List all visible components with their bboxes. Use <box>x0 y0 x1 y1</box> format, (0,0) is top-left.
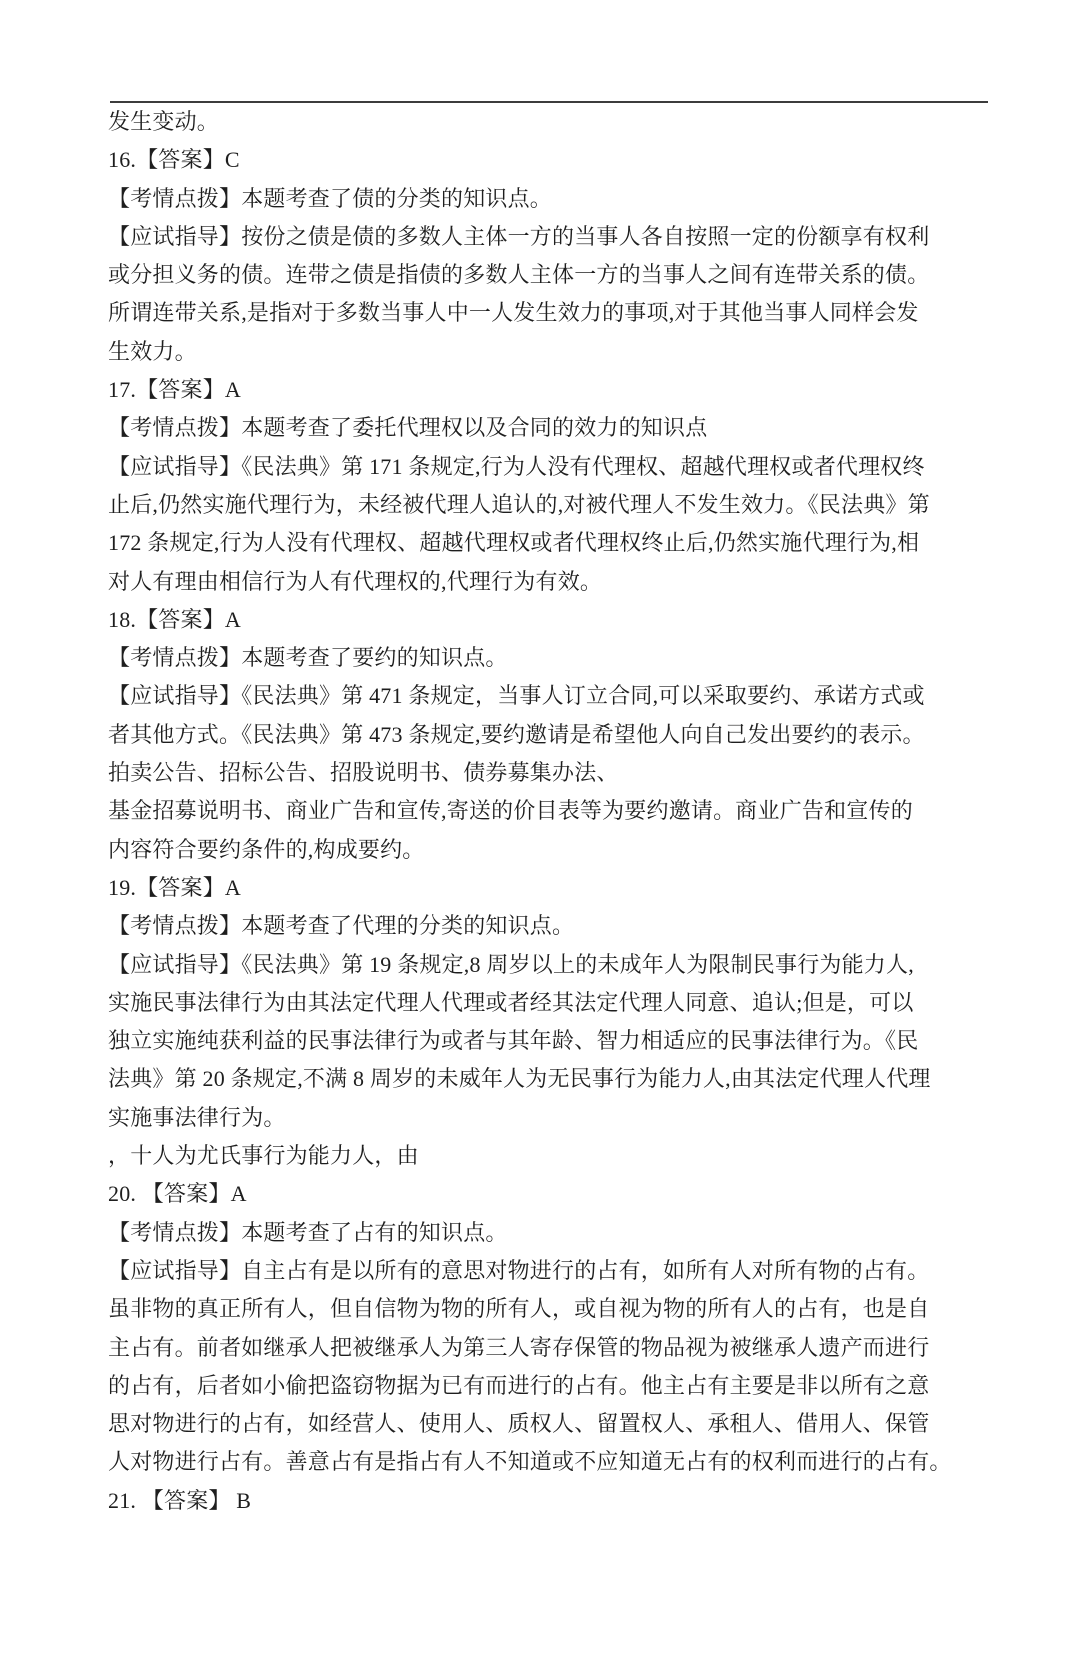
text-line: 21. 【答案】 B <box>108 1487 252 1513</box>
text-line: 【应试指导】自主占有是以所有的意思对物进行的占有，如所有人对所有物的占有。 <box>108 1257 930 1283</box>
text-line: 拍卖公告、招标公告、招股说明书、债券募集办法、 <box>108 760 619 786</box>
text-line: 实施事法律行为。 <box>108 1104 286 1130</box>
text-line: 【考情点拨】本题考查了代理的分类的知识点。 <box>108 913 575 939</box>
text-line: 【应试指导】《民法典》第 171 条规定,行为人没有代理权、超越代理权或者代理权终 <box>108 453 925 479</box>
text-line: 【考情点拨】本题考查了委托代理权以及合同的效力的知识点 <box>108 415 708 441</box>
text-line: 【应试指导】《民法典》第 19 条规定,8 周岁以上的未成年人为限制民事行为能力人, <box>108 951 914 977</box>
text-line: 或分担义务的债。连带之债是指债的多数人主体一方的当事人之间有连带关系的债。 <box>108 262 930 288</box>
text-line: 虽非物的真正所有人，但自信物为物的所有人，或自视为物的所有人的占有，也是自 <box>108 1296 930 1322</box>
text-line: 内容符合要约条件的,构成要约。 <box>108 836 425 862</box>
text-line: 18.【答案】A <box>108 606 241 632</box>
text-line: 16.【答案】C <box>108 147 240 173</box>
text-line: 所谓连带关系,是指对于多数当事人中一人发生效力的事项,对于其他当事人同样会发 <box>108 300 919 326</box>
text-line: 者其他方式。《民法典》第 473 条规定,要约邀请是希望他人向自己发出要约的表示。 <box>108 721 925 747</box>
text-line: 【应试指导】《民法典》第 471 条规定，当事人订立合同,可以采取要约、承诺方式或 <box>108 683 925 709</box>
text-line: 生效力。 <box>108 338 197 364</box>
text-line: 对人有理由相信行为人有代理权的,代理行为有效。 <box>108 568 603 594</box>
text-line: 【考情点拨】本题考查了占有的知识点。 <box>108 1219 508 1245</box>
text-line: 19.【答案】A <box>108 874 241 900</box>
text-line: 基金招募说明书、商业广告和宣传,寄送的价目表等为要约邀请。商业广告和宣传的 <box>108 798 913 824</box>
text-line: 【应试指导】按份之债是债的多数人主体一方的当事人各自按照一定的份额享有权利 <box>108 223 930 249</box>
text-line: 思对物进行的占有，如经营人、使用人、质权人、留置权人、承租人、借用人、保管 <box>108 1411 930 1437</box>
text-line: 【考情点拨】本题考查了要约的知识点。 <box>108 645 508 671</box>
text-line: 止后,仍然实施代理行为，未经被代理人追认的,对被代理人不发生效力。《民法典》第 <box>108 491 930 517</box>
text-line: 的占有，后者如小偷把盗窃物据为已有而进行的占有。他主占有主要是非以所有之意 <box>108 1372 930 1398</box>
text-line: 独立实施纯获利益的民事法律行为或者与其年龄、智力相适应的民事法律行为。《民 <box>108 1028 919 1054</box>
text-line: 法典》第 20 条规定,不满 8 周岁的未威年人为无民事行为能力人,由其法定代理人代理 <box>108 1066 931 1092</box>
text-line: ，十人为尤氏事行为能力人，由 <box>108 1143 419 1169</box>
text-line: 主占有。前者如继承人把被继承人为第三人寄存保管的物品视为被继承人遗产而进行 <box>108 1334 930 1360</box>
text-line: 20. 【答案】A <box>108 1181 247 1207</box>
text-line: 人对物进行占有。善意占有是指占有人不知道或不应知道无占有的权利而进行的占有。 <box>108 1449 952 1475</box>
text-line: 17.【答案】A <box>108 377 241 403</box>
text-line: 发生变动。 <box>108 109 220 134</box>
text-line: 实施民事法律行为由其法定代理人代理或者经其法定代理人同意、追认;但是，可以 <box>108 989 914 1015</box>
document-body <box>108 103 958 1520</box>
text-line: 172 条规定,行为人没有代理权、超越代理权或者代理权终止后,仍然实施代理行为,相 <box>108 530 920 556</box>
text-line: 【考情点拨】本题考查了债的分类的知识点。 <box>108 185 553 211</box>
